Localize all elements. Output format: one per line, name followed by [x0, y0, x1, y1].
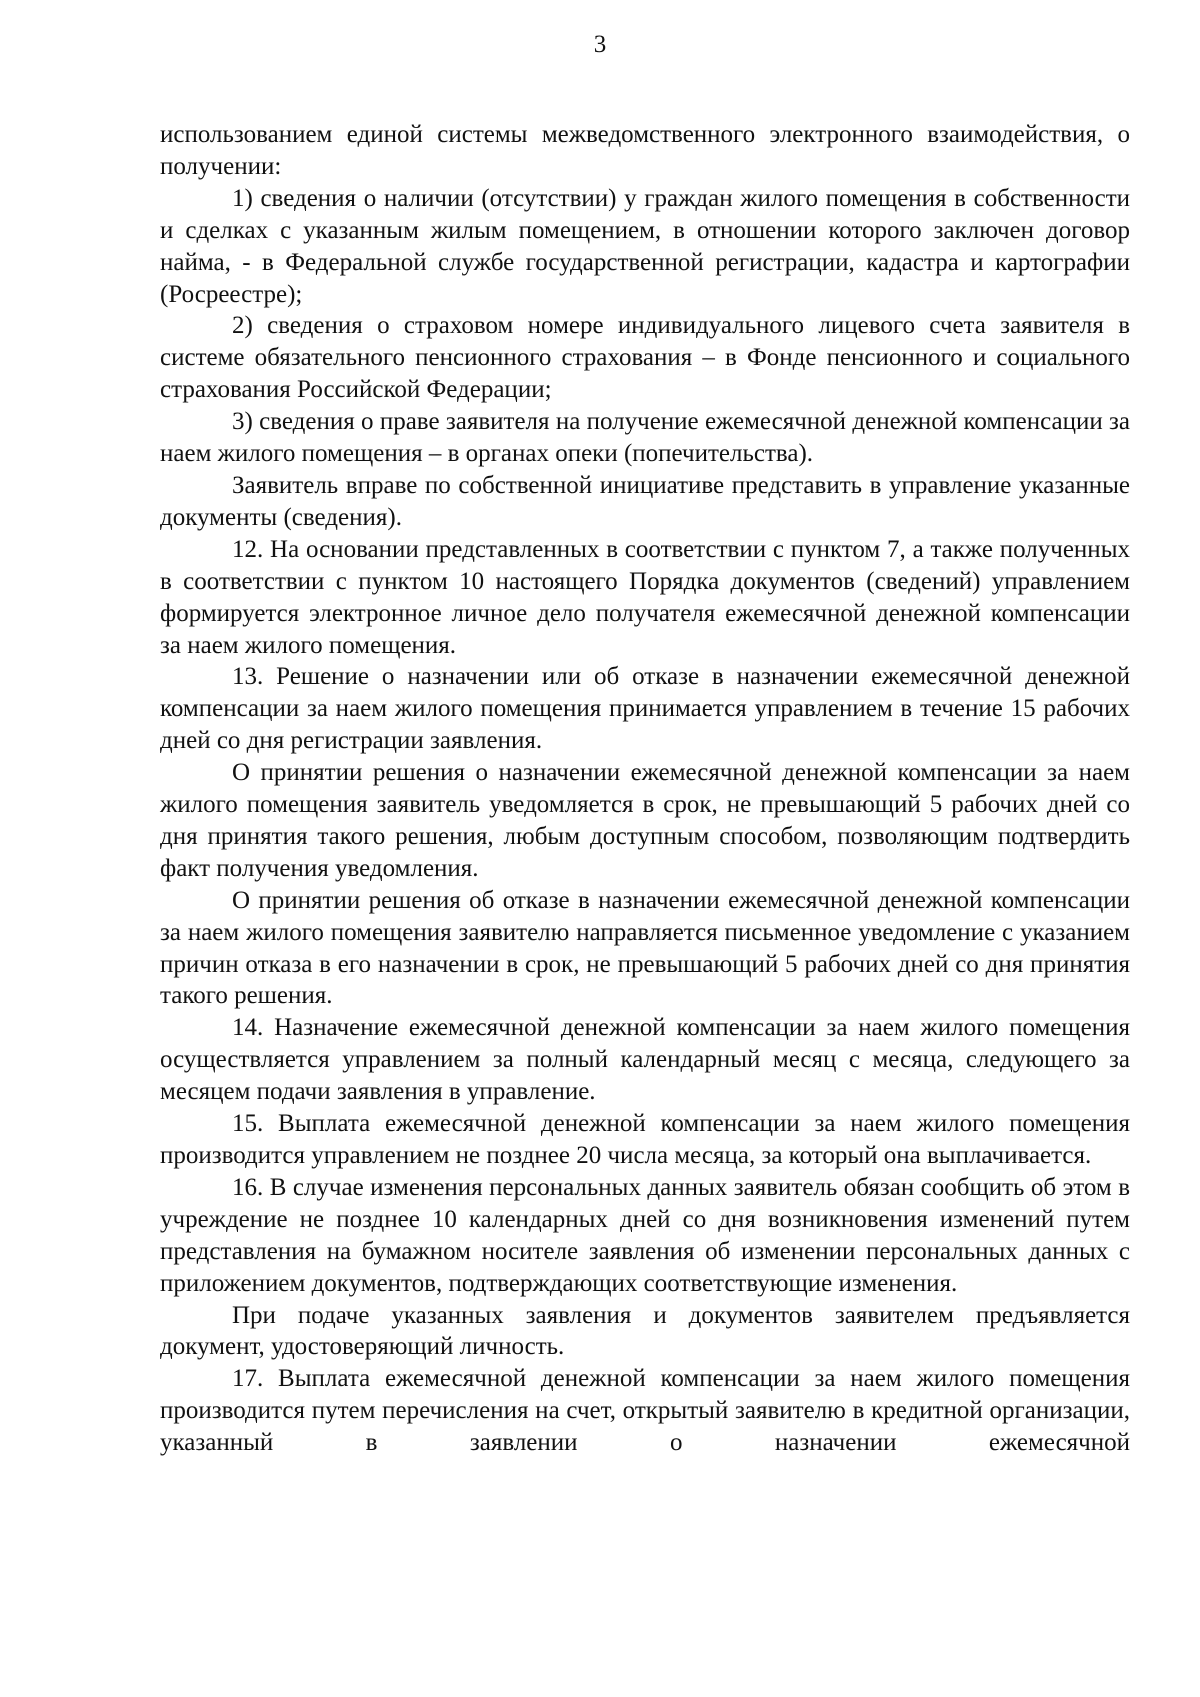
paragraph: Заявитель вправе по собственной инициативе представить в управление указанные документы (сведения). [160, 471, 1130, 531]
paragraph: 14. Назначение ежемесячной денежной компенсации за наем жилого помещения осуществляется управлением за полный календарный месяц с месяца, следующего за месяцем подачи заявления в управление. [160, 1014, 1130, 1106]
paragraph: 1) сведения о наличии (отсутствии) у граждан жилого помещения в собственности и сделках с указанным жилым помещением, в отношении которого заключен договор найма, - в Федеральной службе государственной регистрации, кадастра и картографии (Росреестре); [160, 184, 1130, 308]
paragraph: О принятии решения о назначении ежемесячной денежной компенсации за наем жилого помещения заявитель уведомляется в срок, не превышающий 5 рабочих дней со дня принятия такого решения, любым доступным способом, позволяющим подтвердить факт получения уведомления. [160, 759, 1130, 882]
paragraph: 15. Выплата ежемесячной денежной компенсации за наем жилого помещения производится управлением не позднее 20 числа месяца, за который она выплачивается. [160, 1110, 1130, 1169]
paragraph: 2) сведения о страховом номере индивидуального лицевого счета заявителя в системе обязательного пенсионного страхования – в Фонде пенсионного и социального страхования Российской Федерации; [160, 312, 1130, 404]
paragraph: 17. Выплата ежемесячной денежной компенсации за наем жилого помещения производится путем перечисления на счет, открытый заявителю в кредитной организации, указанный в заявлении о назначении ежемесячной [160, 1365, 1130, 1457]
paragraph: 13. Решение о назначении или об отказе в назначении ежемесячной денежной компенсации за наем жилого помещения принимается управлением в течение 15 рабочих дней со дня регистрации заявления. [160, 663, 1130, 755]
paragraph: 12. На основании представленных в соответствии с пунктом 7, а также полученных в соответствии с пунктом 10 настоящего Порядка документов (сведений) управлением формируется электронное личное дело получателя ежемесячной денежной компенсации за наем жилого помещения. [160, 535, 1130, 659]
document-body [160, 119, 1130, 1459]
paragraph: 3) сведения о праве заявителя на получение ежемесячной денежной компенсации за наем жилого помещения – в органах опеки (попечительства). [160, 408, 1130, 468]
paragraph: 16. В случае изменения персональных данных заявитель обязан сообщить об этом в учреждение не позднее 10 календарных дней со дня возникновения изменений путем представления на бумажном носителе заявления об изменении персональных данных с приложением документов, подтверждающих соответствующие изменения. [160, 1173, 1130, 1297]
paragraph: использованием единой системы межведомственного электронного взаимодействия, о получении: [160, 121, 1130, 180]
paragraph: При подаче указанных заявления и документов заявителем предъявляется документ, удостоверяющий личность. [160, 1301, 1130, 1361]
paragraph: О принятии решения об отказе в назначении ежемесячной денежной компенсации за наем жилого помещения заявителю направляется письменное уведомление с указанием причин отказа в его назначении в срок, не превышающий 5 рабочих дней со дня принятия такого решения. [160, 886, 1130, 1010]
page-number: 3 [593, 31, 607, 58]
